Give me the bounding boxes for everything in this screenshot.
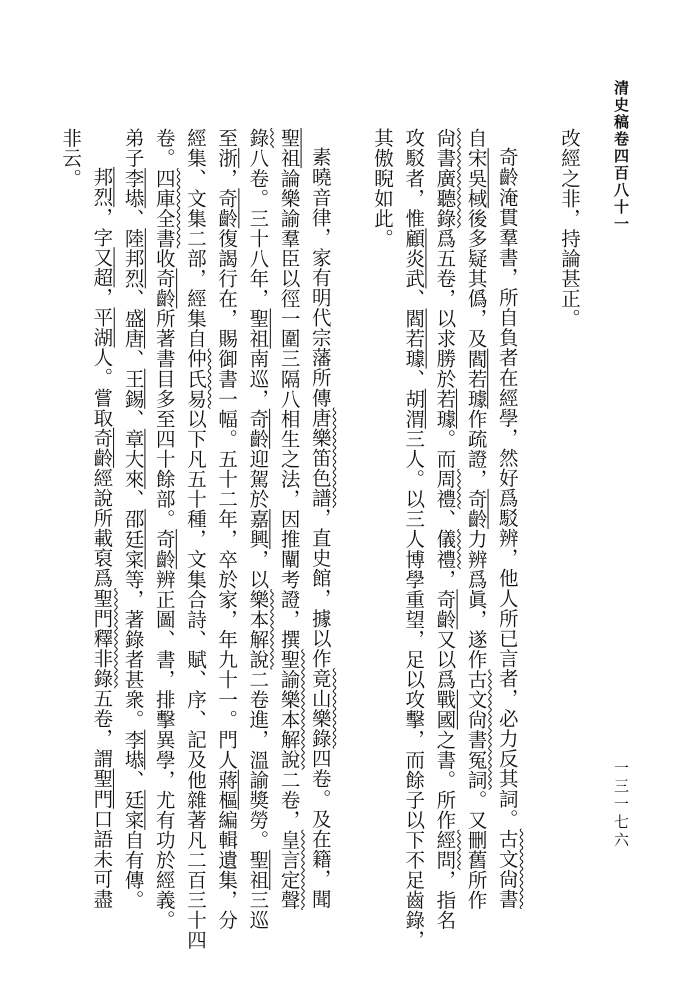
text-run: ， — [215, 168, 239, 189]
proper-name: 邵廷寀 — [121, 509, 145, 570]
text-column — [180, 128, 211, 958]
proper-name: 李塨 — [121, 729, 145, 770]
text-run: 南巡， — [246, 348, 270, 409]
text-column — [117, 128, 148, 958]
text-run: 、 — [433, 508, 457, 530]
proper-name: 閻若璩 — [464, 348, 488, 409]
proper-name: 王錫 — [121, 368, 145, 409]
text-column — [242, 128, 273, 958]
proper-name: 胡渭 — [402, 388, 426, 429]
proper-name: 奇齡 — [215, 188, 239, 229]
text-run: 以下凡五十種，文集合詩、賦、序、記及他雜著凡二百三十四 — [183, 408, 207, 951]
proper-name: 聖祖 — [246, 849, 270, 890]
text-run: 非云。 — [59, 128, 83, 189]
proper-name: 嘉興 — [246, 509, 270, 550]
proper-name: 蔣樞 — [215, 769, 239, 810]
book-title: 古文尙書冤詞 — [464, 669, 488, 790]
book-title: 唐樂笛色譜 — [308, 407, 332, 508]
book-title: 皇言定聲 — [277, 829, 301, 910]
text-run: 自 — [464, 128, 488, 149]
proper-name: 吳棫 — [464, 168, 488, 209]
text-column — [86, 128, 117, 958]
text-run: 、 — [121, 288, 145, 309]
text-run: 。又刪舊所作 — [464, 789, 488, 911]
text-run: 迎駕於 — [246, 448, 270, 509]
book-title: 經問 — [433, 829, 457, 870]
text-run: 、 — [121, 408, 145, 429]
text-column — [554, 128, 585, 958]
proper-name: 宋 — [464, 148, 488, 169]
text-column — [398, 128, 429, 958]
text-run: 人。嘗取 — [90, 347, 114, 428]
text-run: 奇齡淹貫羣書，所自負者在經學，然好爲駁辨，他人所已言者，必力反其詞。 — [495, 147, 519, 829]
book-title: 古文尙書 — [495, 828, 519, 909]
proper-name: 奇齡 — [246, 408, 270, 449]
text-run: 復謁行在，賜御書一幅。五十二年，卒於家，年九十一。門人 — [215, 228, 239, 770]
proper-name: 聖門 — [90, 768, 114, 809]
text-column — [273, 128, 304, 958]
text-run: ， — [90, 287, 114, 308]
book-title: 儀禮 — [433, 529, 457, 570]
text-run: 、 — [121, 208, 145, 229]
proper-name: 顧炎武 — [402, 228, 426, 289]
book-title: 錄 — [246, 128, 270, 149]
text-run: 、 — [402, 288, 426, 309]
text-run: 自有傳。 — [121, 829, 145, 911]
text-run: 三人。以三人博學重望，足以攻擊，而餘子以下不足齒錄， — [402, 428, 426, 951]
text-run: 、 — [121, 348, 145, 369]
proper-name: 陸邦烈 — [121, 228, 145, 289]
proper-name: 閻若璩 — [402, 308, 426, 369]
proper-name: 邦烈 — [90, 167, 114, 208]
text-run: 又以爲 — [433, 629, 457, 690]
text-column — [492, 128, 523, 958]
text-run: 、 — [121, 489, 145, 510]
book-title: 仲氏易 — [183, 348, 207, 409]
text-run: 攻駁者，惟 — [402, 128, 426, 229]
text-run: 三巡 — [246, 889, 270, 931]
text-run: 二卷進，溫諭獎勞。 — [246, 669, 270, 850]
book-title: 尙書廣聽錄 — [433, 128, 457, 229]
text-run: 之書。所作 — [433, 729, 457, 830]
text-run: 爲五卷，以求勝於 — [433, 228, 457, 389]
text-column — [55, 128, 86, 958]
text-run: 力辨爲眞，遂作 — [464, 529, 488, 670]
book-title: 聖門釋非錄 — [90, 588, 114, 689]
text-run: 其傲睨如此。 — [370, 128, 394, 249]
text-run: 改經之非，持論甚正。 — [558, 128, 581, 329]
text-run: 經集、文集二部，經集自 — [183, 128, 207, 349]
proper-name: 奇齡 — [152, 529, 176, 570]
text-run: ， — [433, 569, 457, 590]
text-run: 二卷， — [277, 769, 301, 830]
text-run: ，以 — [246, 549, 270, 590]
text-run: ，指名 — [433, 869, 457, 931]
proper-name: 章大來 — [121, 428, 145, 489]
text-run: 等，著錄者甚衆。 — [121, 569, 145, 730]
proper-name: 奇齡 — [464, 488, 488, 530]
text-run: 後多疑其僞，及 — [464, 208, 488, 349]
proper-name: 聖祖 — [246, 308, 270, 349]
text-run: 、 — [402, 368, 426, 389]
text-run: 、 — [121, 769, 145, 790]
proper-name: 奇齡 — [90, 427, 114, 468]
proper-name: 又超 — [90, 247, 114, 288]
text-run: 所著書目多至四十餘部。 — [152, 308, 176, 530]
proper-name: 浙 — [215, 148, 239, 169]
proper-name: 奇齡 — [152, 268, 176, 309]
proper-name: 李塨 — [121, 168, 145, 209]
text-run: 素曉音律，家有明代宗藩所傳 — [308, 147, 332, 408]
column-spacer — [336, 128, 367, 958]
proper-name: 平湖 — [90, 307, 114, 348]
text-run: 四卷。及在籍，聞 — [308, 748, 332, 909]
text-run: 至 — [215, 128, 239, 149]
text-column — [429, 128, 460, 958]
book-title: 聖諭樂本解說 — [277, 649, 301, 770]
text-run: 口語未可盡 — [90, 808, 114, 909]
proper-name: 奇齡 — [433, 589, 457, 630]
book-title: 周禮 — [433, 468, 457, 509]
text-run: 經說所載裒爲 — [90, 467, 114, 589]
proper-name: 盛唐 — [121, 308, 145, 349]
text-run: 卷。 — [152, 128, 176, 169]
text-column — [305, 128, 336, 958]
text-run: 。而 — [433, 428, 457, 469]
book-title: 四庫全書 — [152, 168, 176, 249]
text-column — [149, 128, 180, 958]
text-run: 收 — [152, 248, 176, 269]
text-run: 編輯遺集，分 — [215, 809, 239, 931]
text-column — [460, 128, 491, 958]
text-column — [211, 128, 242, 958]
proper-name: 若璩 — [433, 388, 457, 429]
book-title: 樂本解說 — [246, 589, 270, 670]
text-run: ，直史館，據以作 — [308, 507, 332, 669]
column-spacer — [523, 128, 554, 958]
text-run: 辨正圖、書，排擊異學，尤有功於經義。 — [152, 569, 176, 931]
vertical-text-body — [55, 128, 585, 958]
page-number: 一三一七六 — [612, 760, 630, 850]
text-run: 弟子 — [121, 128, 145, 169]
book-title: 竟山樂錄 — [308, 668, 332, 749]
proper-name: 戰國 — [433, 689, 457, 730]
proper-name: 聖祖 — [277, 128, 301, 169]
proper-name: 廷寀 — [121, 789, 145, 830]
text-run: 八卷。三十八年， — [246, 148, 270, 309]
text-column — [367, 128, 398, 958]
text-run: 作疏證， — [464, 408, 488, 489]
text-run: ，字 — [90, 207, 114, 248]
text-run: 五卷，謂 — [90, 688, 114, 769]
text-run: 論樂諭羣臣以徑一圍三隔八相生之法，因推闡考證，撰 — [277, 168, 301, 650]
running-header: 清史稿卷四百八十一 — [612, 80, 630, 233]
